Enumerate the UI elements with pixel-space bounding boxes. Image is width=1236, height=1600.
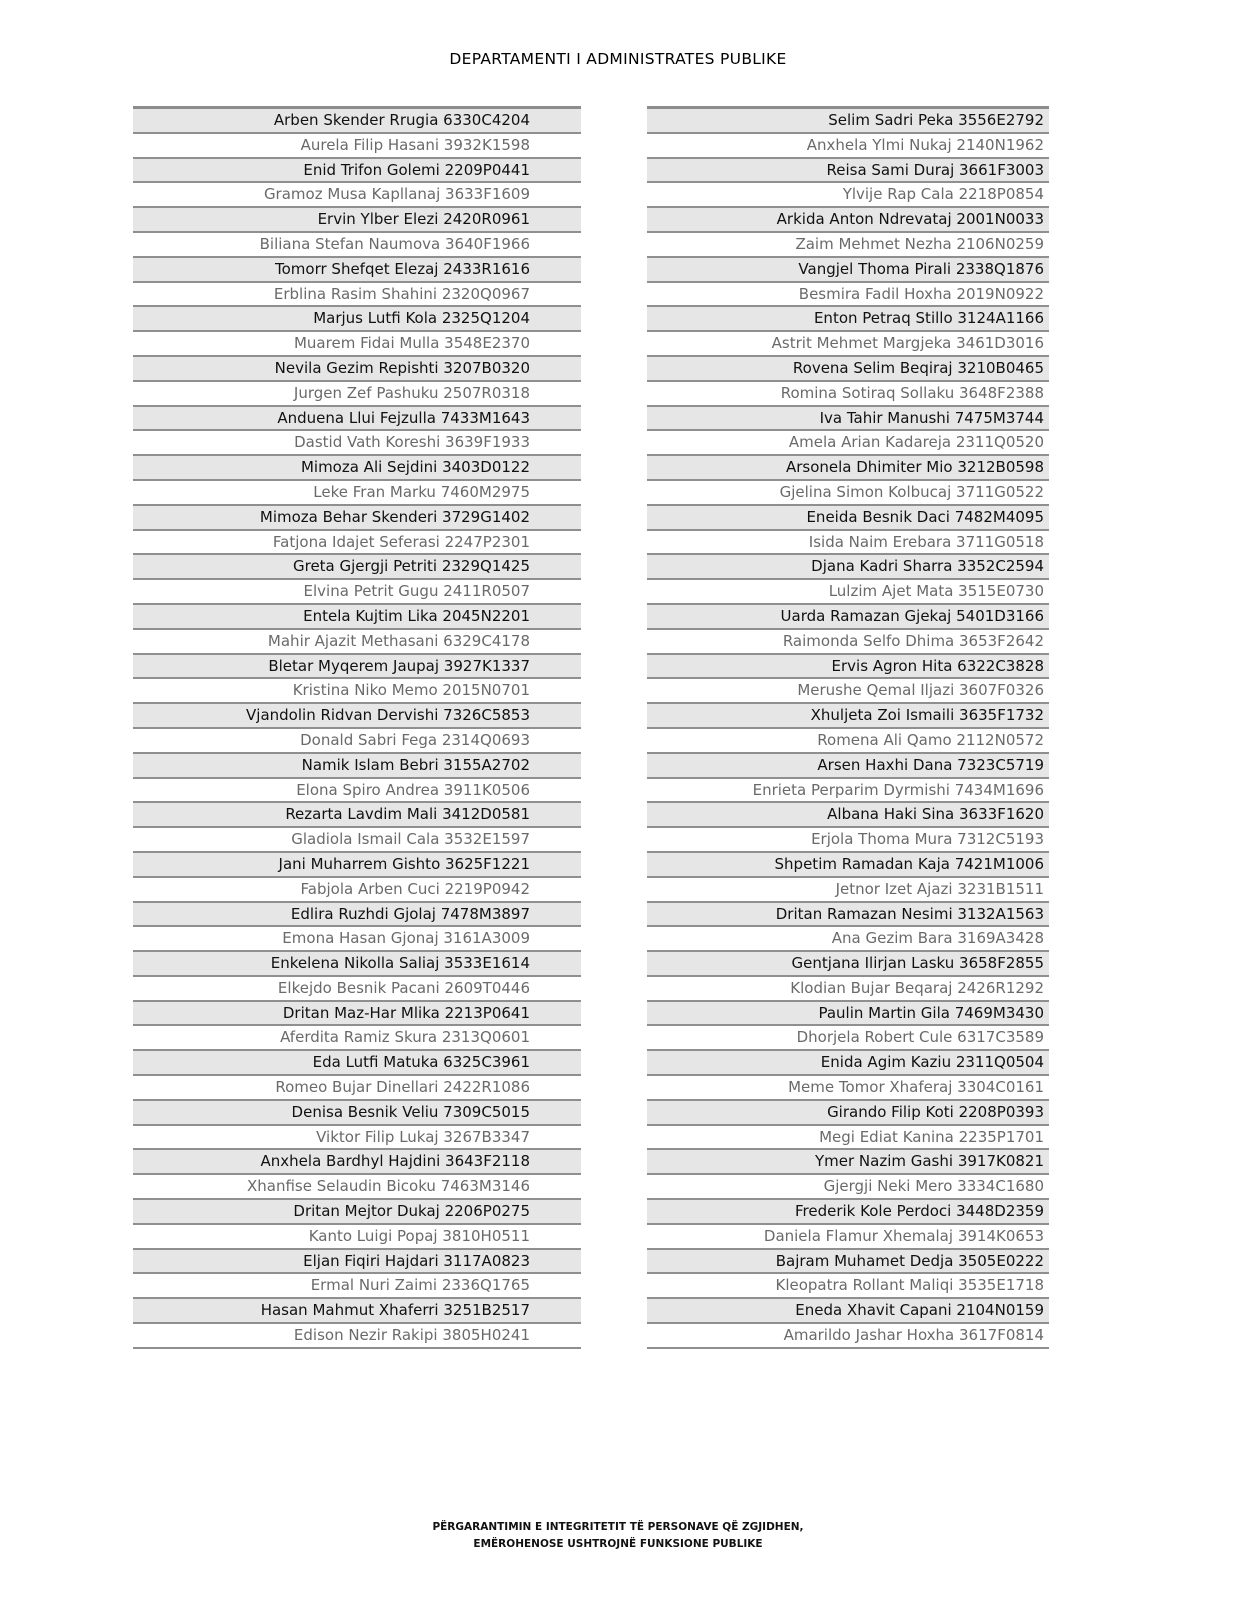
- left-list-row: Tomorr Shefqet Elezaj 2433R1616: [133, 258, 581, 283]
- left-list-row: Leke Fran Marku 7460M2975: [133, 481, 581, 506]
- left-list-row: Rezarta Lavdim Mali 3412D0581: [133, 803, 581, 828]
- right-list-row: Selim Sadri Peka 3556E2792: [647, 109, 1049, 134]
- left-list-row: Romeo Bujar Dinellari 2422R1086: [133, 1076, 581, 1101]
- right-list-row: Rovena Selim Beqiraj 3210B0465: [647, 357, 1049, 382]
- page-title: DEPARTAMENTI I ADMINISTRATES PUBLIKE: [449, 50, 787, 68]
- left-list-row: Vjandolin Ridvan Dervishi 7326C5853: [133, 704, 581, 729]
- right-list-row: Vangjel Thoma Pirali 2338Q1876: [647, 258, 1049, 283]
- left-list-row: Xhanfise Selaudin Bicoku 7463M3146: [133, 1175, 581, 1200]
- left-list-row: Viktor Filip Lukaj 3267B3347: [133, 1126, 581, 1151]
- left-list-row: Enkelena Nikolla Saliaj 3533E1614: [133, 952, 581, 977]
- right-list-row: Dhorjela Robert Cule 6317C3589: [647, 1026, 1049, 1051]
- right-list-row: Kleopatra Rollant Maliqi 3535E1718: [647, 1274, 1049, 1299]
- left-list-row: Anduena Llui Fejzulla 7433M1643: [133, 407, 581, 432]
- right-list-row: Enida Agim Kaziu 2311Q0504: [647, 1051, 1049, 1076]
- left-list-row: Enid Trifon Golemi 2209P0441: [133, 159, 581, 184]
- left-list-row: Elvina Petrit Gugu 2411R0507: [133, 580, 581, 605]
- right-list-row: Ymer Nazim Gashi 3917K0821: [647, 1150, 1049, 1175]
- right-list-row: Reisa Sami Duraj 3661F3003: [647, 159, 1049, 184]
- right-list-row: Isida Naim Erebara 3711G0518: [647, 531, 1049, 556]
- right-list-row: Gjergji Neki Mero 3334C1680: [647, 1175, 1049, 1200]
- right-list-row: Raimonda Selfo Dhima 3653F2642: [647, 630, 1049, 655]
- right-list-row: Frederik Kole Perdoci 3448D2359: [647, 1200, 1049, 1225]
- left-list-row: Aferdita Ramiz Skura 2313Q0601: [133, 1026, 581, 1051]
- footer-line-2: EMËROHENOSE USHTROJNË FUNKSIONE PUBLIKE: [473, 1538, 763, 1550]
- left-list-row: Mahir Ajazit Methasani 6329C4178: [133, 630, 581, 655]
- left-list-row: Gladiola Ismail Cala 3532E1597: [133, 828, 581, 853]
- right-list-row: Shpetim Ramadan Kaja 7421M1006: [647, 853, 1049, 878]
- right-list-row: Enrieta Perparim Dyrmishi 7434M1696: [647, 779, 1049, 804]
- left-list-row: Mimoza Ali Sejdini 3403D0122: [133, 456, 581, 481]
- right-list-row: Klodian Bujar Beqaraj 2426R1292: [647, 977, 1049, 1002]
- left-list-row: Bletar Myqerem Jaupaj 3927K1337: [133, 655, 581, 680]
- right-list-row: Romena Ali Qamo 2112N0572: [647, 729, 1049, 754]
- left-list-row: Entela Kujtim Lika 2045N2201: [133, 605, 581, 630]
- left-list-row: Kristina Niko Memo 2015N0701: [133, 679, 581, 704]
- left-list-row: Dritan Maz-Har Mlika 2213P0641: [133, 1002, 581, 1027]
- left-list-row: Eda Lutfi Matuka 6325C3961: [133, 1051, 581, 1076]
- left-list-row: Biliana Stefan Naumova 3640F1966: [133, 233, 581, 258]
- right-list-row: Dritan Ramazan Nesimi 3132A1563: [647, 903, 1049, 928]
- right-list-row: Gentjana Ilirjan Lasku 3658F2855: [647, 952, 1049, 977]
- left-list-row: Anxhela Bardhyl Hajdini 3643F2118: [133, 1150, 581, 1175]
- right-list-row: Arsonela Dhimiter Mio 3212B0598: [647, 456, 1049, 481]
- right-list-row: Arsen Haxhi Dana 7323C5719: [647, 754, 1049, 779]
- left-list-row: Marjus Lutfi Kola 2325Q1204: [133, 307, 581, 332]
- left-list-row: Edison Nezir Rakipi 3805H0241: [133, 1324, 581, 1349]
- left-list-row: Mimoza Behar Skenderi 3729G1402: [133, 506, 581, 531]
- right-list-row: Uarda Ramazan Gjekaj 5401D3166: [647, 605, 1049, 630]
- right-name-list: [647, 106, 1049, 1349]
- right-list-row: Merushe Qemal Iljazi 3607F0326: [647, 679, 1049, 704]
- left-list-row: Dritan Mejtor Dukaj 2206P0275: [133, 1200, 581, 1225]
- left-list-row: Elona Spiro Andrea 3911K0506: [133, 779, 581, 804]
- right-list-row: Daniela Flamur Xhemalaj 3914K0653: [647, 1225, 1049, 1250]
- left-list-row: Hasan Mahmut Xhaferri 3251B2517: [133, 1299, 581, 1324]
- page-footer: [0, 1519, 1236, 1553]
- left-list-row: Namik Islam Bebri 3155A2702: [133, 754, 581, 779]
- right-list-row: Eneda Xhavit Capani 2104N0159: [647, 1299, 1049, 1324]
- left-list-row: Dastid Vath Koreshi 3639F1933: [133, 431, 581, 456]
- right-list-row: Xhuljeta Zoi Ismaili 3635F1732: [647, 704, 1049, 729]
- right-list-row: Djana Kadri Sharra 3352C2594: [647, 555, 1049, 580]
- left-list-row: Ervin Ylber Elezi 2420R0961: [133, 208, 581, 233]
- right-list-row: Anxhela Ylmi Nukaj 2140N1962: [647, 134, 1049, 159]
- left-list-row: Gramoz Musa Kapllanaj 3633F1609: [133, 183, 581, 208]
- right-list-row: Amarildo Jashar Hoxha 3617F0814: [647, 1324, 1049, 1349]
- right-list-row: Ana Gezim Bara 3169A3428: [647, 927, 1049, 952]
- right-list-row: Enton Petraq Stillo 3124A1166: [647, 307, 1049, 332]
- left-list-row: Jurgen Zef Pashuku 2507R0318: [133, 382, 581, 407]
- right-list-row: Lulzim Ajet Mata 3515E0730: [647, 580, 1049, 605]
- right-list-row: Astrit Mehmet Margjeka 3461D3016: [647, 332, 1049, 357]
- left-list-row: Nevila Gezim Repishti 3207B0320: [133, 357, 581, 382]
- left-list-row: Denisa Besnik Veliu 7309C5015: [133, 1101, 581, 1126]
- left-list-row: Arben Skender Rrugia 6330C4204: [133, 109, 581, 134]
- left-list-row: Donald Sabri Fega 2314Q0693: [133, 729, 581, 754]
- left-list-row: Fatjona Idajet Seferasi 2247P2301: [133, 531, 581, 556]
- left-list-row: Muarem Fidai Mulla 3548E2370: [133, 332, 581, 357]
- left-list-row: Erblina Rasim Shahini 2320Q0967: [133, 283, 581, 308]
- left-list-row: Aurela Filip Hasani 3932K1598: [133, 134, 581, 159]
- left-list-row: Kanto Luigi Popaj 3810H0511: [133, 1225, 581, 1250]
- right-list-row: Albana Haki Sina 3633F1620: [647, 803, 1049, 828]
- left-list-row: Jani Muharrem Gishto 3625F1221: [133, 853, 581, 878]
- right-list-row: Ylvije Rap Cala 2218P0854: [647, 183, 1049, 208]
- left-name-list: [133, 106, 581, 1349]
- left-list-row: Elkejdo Besnik Pacani 2609T0446: [133, 977, 581, 1002]
- right-list-row: Arkida Anton Ndrevataj 2001N0033: [647, 208, 1049, 233]
- right-list-row: Megi Ediat Kanina 2235P1701: [647, 1126, 1049, 1151]
- right-list-row: Romina Sotiraq Sollaku 3648F2388: [647, 382, 1049, 407]
- right-list-row: Zaim Mehmet Nezha 2106N0259: [647, 233, 1049, 258]
- right-list-row: Erjola Thoma Mura 7312C5193: [647, 828, 1049, 853]
- right-list-row: Girando Filip Koti 2208P0393: [647, 1101, 1049, 1126]
- right-list-row: Paulin Martin Gila 7469M3430: [647, 1002, 1049, 1027]
- right-list-row: Meme Tomor Xhaferaj 3304C0161: [647, 1076, 1049, 1101]
- footer-line-1: PËRGARANTIMIN E INTEGRITETIT TË PERSONAVE QË ZGJIDHEN,: [432, 1521, 804, 1533]
- right-list-row: Besmira Fadil Hoxha 2019N0922: [647, 283, 1049, 308]
- right-list-row: Eneida Besnik Daci 7482M4095: [647, 506, 1049, 531]
- right-list-row: Iva Tahir Manushi 7475M3744: [647, 407, 1049, 432]
- right-list-row: Gjelina Simon Kolbucaj 3711G0522: [647, 481, 1049, 506]
- right-list-row: Ervis Agron Hita 6322C3828: [647, 655, 1049, 680]
- right-list-row: Bajram Muhamet Dedja 3505E0222: [647, 1250, 1049, 1275]
- right-list-row: Jetnor Izet Ajazi 3231B1511: [647, 878, 1049, 903]
- left-list-row: Emona Hasan Gjonaj 3161A3009: [133, 927, 581, 952]
- right-list-row: Amela Arian Kadareja 2311Q0520: [647, 431, 1049, 456]
- left-list-row: Eljan Fiqiri Hajdari 3117A0823: [133, 1250, 581, 1275]
- left-list-row: Ermal Nuri Zaimi 2336Q1765: [133, 1274, 581, 1299]
- left-list-row: Greta Gjergji Petriti 2329Q1425: [133, 555, 581, 580]
- left-list-row: Fabjola Arben Cuci 2219P0942: [133, 878, 581, 903]
- left-list-row: Edlira Ruzhdi Gjolaj 7478M3897: [133, 903, 581, 928]
